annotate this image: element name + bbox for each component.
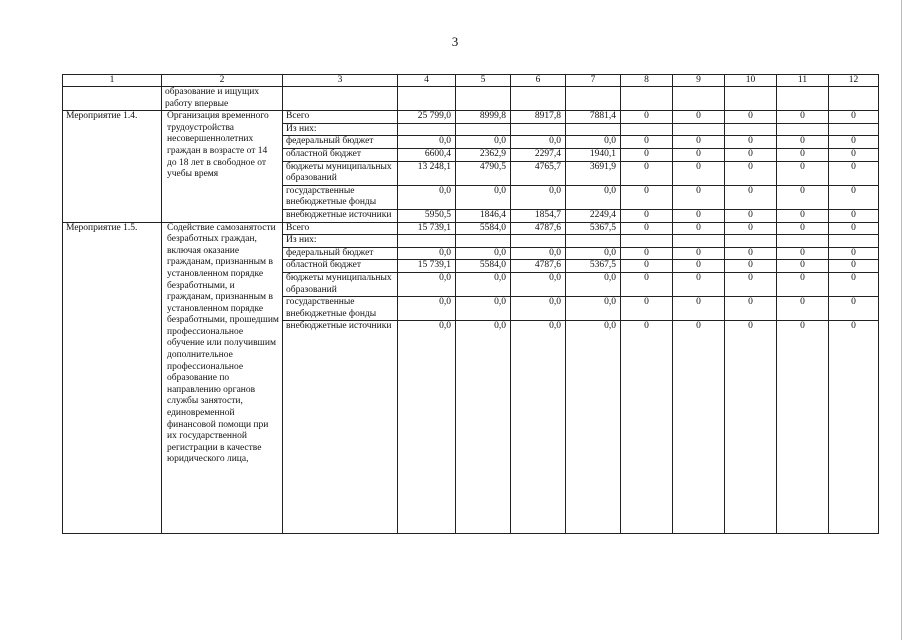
measure-code: Мероприятие 1.4. [63, 111, 162, 222]
amount-cell: 15 739,1 [398, 260, 456, 273]
amount-cell: 0,0 [456, 247, 511, 260]
amount-cell: 0 [621, 148, 673, 161]
amount-cell [511, 123, 566, 136]
funding-source: бюджеты муниципальных образований [283, 161, 398, 185]
column-number-11: 11 [777, 75, 829, 87]
amount-cell: 0 [621, 185, 673, 209]
amount-cell [777, 235, 829, 248]
amount-cell: 0,0 [566, 297, 621, 321]
amount-cell: 5367,5 [566, 222, 621, 235]
amount-cell: 0 [621, 136, 673, 149]
amount-cell: 0 [777, 222, 829, 235]
column-number-7: 7 [566, 75, 621, 87]
amount-cell: 8999,8 [456, 111, 511, 124]
budget-table [62, 74, 879, 534]
amount-cell [829, 235, 879, 248]
funding-source: областной бюджет [283, 260, 398, 273]
amount-cell: 0,0 [456, 185, 511, 209]
amount-cell: 8917,8 [511, 111, 566, 124]
amount-cell: 4787,6 [511, 222, 566, 235]
amount-cell: 0 [777, 297, 829, 321]
amount-cell: 0 [829, 297, 879, 321]
amount-cell: 0 [621, 247, 673, 260]
amount-cell: 0 [673, 185, 725, 209]
funding-source: Всего [283, 222, 398, 235]
amount-cell: 0 [673, 272, 725, 296]
amount-cell: 4790,5 [456, 161, 511, 185]
amount-cell: 0 [777, 111, 829, 124]
funding-source: Из них: [283, 123, 398, 136]
amount-cell: 0 [829, 272, 879, 296]
amount-cell: 0 [725, 222, 777, 235]
amount-cell: 0 [725, 161, 777, 185]
amount-cell: 0,0 [566, 185, 621, 209]
column-number-1: 1 [63, 75, 162, 87]
amount-cell [777, 123, 829, 136]
amount-cell: 0,0 [566, 321, 621, 534]
amount-cell: 5950,5 [398, 209, 456, 222]
column-number-8: 8 [621, 75, 673, 87]
amount-cell: 5584,0 [456, 260, 511, 273]
amount-cell [673, 235, 725, 248]
funding-source: государственные внебюджетные фонды [283, 185, 398, 209]
amount-cell: 0,0 [511, 272, 566, 296]
amount-cell: 0,0 [566, 247, 621, 260]
amount-cell: 0 [621, 161, 673, 185]
amount-cell: 0 [673, 161, 725, 185]
amount-cell: 1940,1 [566, 148, 621, 161]
column-number-row [63, 75, 879, 87]
amount-cell: 0 [621, 272, 673, 296]
column-number-4: 4 [398, 75, 456, 87]
funding-source: внебюджетные источники [283, 321, 398, 534]
amount-cell: 0 [725, 260, 777, 273]
amount-cell: 0 [673, 209, 725, 222]
amount-cell: 0 [673, 136, 725, 149]
amount-cell: 0 [829, 136, 879, 149]
amount-cell: 0,0 [566, 136, 621, 149]
amount-cell: 0 [621, 111, 673, 124]
amount-cell: 0 [725, 321, 777, 534]
amount-cell: 0,0 [398, 247, 456, 260]
amount-cell: 4787,6 [511, 260, 566, 273]
amount-cell: 5584,0 [456, 222, 511, 235]
amount-cell: 25 799,0 [398, 111, 456, 124]
amount-cell: 0 [673, 247, 725, 260]
amount-cell [398, 235, 456, 248]
amount-cell [398, 123, 456, 136]
continuation-row [63, 87, 879, 111]
amount-cell [566, 235, 621, 248]
amount-cell: 0,0 [398, 136, 456, 149]
amount-cell: 0,0 [398, 321, 456, 534]
amount-cell: 0,0 [456, 272, 511, 296]
column-number-10: 10 [725, 75, 777, 87]
amount-cell: 0,0 [511, 136, 566, 149]
amount-cell: 0 [725, 111, 777, 124]
table-row [63, 222, 879, 235]
amount-cell: 0 [777, 161, 829, 185]
amount-cell: 0,0 [566, 272, 621, 296]
amount-cell: 0 [777, 321, 829, 534]
amount-cell: 0 [673, 222, 725, 235]
amount-cell: 0 [621, 260, 673, 273]
amount-cell: 15 739,1 [398, 222, 456, 235]
amount-cell: 0 [673, 111, 725, 124]
amount-cell: 13 248,1 [398, 161, 456, 185]
amount-cell: 0 [725, 136, 777, 149]
amount-cell: 2362,9 [456, 148, 511, 161]
amount-cell: 0 [725, 209, 777, 222]
amount-cell: 0,0 [398, 185, 456, 209]
amount-cell: 0,0 [456, 297, 511, 321]
column-number-2: 2 [162, 75, 283, 87]
amount-cell: 0 [725, 297, 777, 321]
column-number-9: 9 [673, 75, 725, 87]
amount-cell: 0 [777, 148, 829, 161]
funding-source: внебюджетные источники [283, 209, 398, 222]
amount-cell: 0 [673, 297, 725, 321]
funding-source: бюджеты муниципальных образований [283, 272, 398, 296]
amount-cell: 0 [777, 247, 829, 260]
funding-source: Всего [283, 111, 398, 124]
amount-cell: 0 [829, 260, 879, 273]
amount-cell: 0 [621, 222, 673, 235]
amount-cell: 0 [829, 209, 879, 222]
amount-cell [725, 123, 777, 136]
amount-cell: 0,0 [398, 272, 456, 296]
amount-cell [456, 123, 511, 136]
amount-cell: 5367,5 [566, 260, 621, 273]
column-number-12: 12 [829, 75, 879, 87]
amount-cell: 1846,4 [456, 209, 511, 222]
column-number-6: 6 [511, 75, 566, 87]
amount-cell: 0,0 [511, 247, 566, 260]
amount-cell: 0 [725, 272, 777, 296]
page-number: 3 [451, 34, 459, 49]
amount-cell: 0 [829, 321, 879, 534]
amount-cell: 0 [673, 148, 725, 161]
amount-cell: 6600,4 [398, 148, 456, 161]
measure-description: Организация временного трудоустройства несовершеннолетних граждан в возрасте от 14 до 18 лет в свободное от учебы время [162, 111, 283, 222]
amount-cell: 0 [777, 260, 829, 273]
amount-cell [673, 123, 725, 136]
amount-cell: 0,0 [456, 321, 511, 534]
amount-cell [511, 235, 566, 248]
amount-cell: 0 [777, 209, 829, 222]
amount-cell: 4765,7 [511, 161, 566, 185]
amount-cell: 0,0 [398, 297, 456, 321]
amount-cell [725, 235, 777, 248]
funding-source: федеральный бюджет [283, 247, 398, 260]
amount-cell: 0 [829, 111, 879, 124]
amount-cell: 0 [829, 185, 879, 209]
amount-cell: 2249,4 [566, 209, 621, 222]
amount-cell: 0,0 [511, 321, 566, 534]
amount-cell: 0 [829, 148, 879, 161]
column-number-5: 5 [456, 75, 511, 87]
amount-cell: 0,0 [456, 136, 511, 149]
funding-source: областной бюджет [283, 148, 398, 161]
amount-cell: 1854,7 [511, 209, 566, 222]
funding-source: государственные внебюджетные фонды [283, 297, 398, 321]
column-number-3: 3 [283, 75, 398, 87]
amount-cell: 0 [829, 247, 879, 260]
amount-cell [566, 123, 621, 136]
table-row [63, 111, 879, 124]
amount-cell [621, 123, 673, 136]
amount-cell: 0 [725, 185, 777, 209]
funding-source: федеральный бюджет [283, 136, 398, 149]
scan-edge-line [901, 0, 902, 640]
amount-cell: 0 [829, 222, 879, 235]
amount-cell [456, 235, 511, 248]
amount-cell: 0,0 [511, 185, 566, 209]
continuation-text: образование и ищущих работу впервые [162, 87, 283, 111]
amount-cell: 0 [725, 247, 777, 260]
amount-cell: 7881,4 [566, 111, 621, 124]
amount-cell: 0 [621, 209, 673, 222]
amount-cell: 0 [777, 185, 829, 209]
amount-cell: 0 [777, 136, 829, 149]
amount-cell: 0 [673, 260, 725, 273]
measure-description: Содействие самозанятости безработных граждан, включая оказание гражданам, признанным в установленном порядке безработными, и гражданам, признанным в установленном порядке безработными, прошедшим профессиональное обучение или получившим дополнительное профессиональное образование по направлению органов службы занятости, единовременной финансовой помощи при их государственной регистрации в качестве юридического лица, [162, 222, 283, 534]
amount-cell [829, 123, 879, 136]
amount-cell: 2297,4 [511, 148, 566, 161]
amount-cell: 0,0 [511, 297, 566, 321]
funding-source: Из них: [283, 235, 398, 248]
amount-cell: 0 [725, 148, 777, 161]
amount-cell: 3691,9 [566, 161, 621, 185]
amount-cell [621, 235, 673, 248]
measure-code: Мероприятие 1.5. [63, 222, 162, 534]
amount-cell: 0 [829, 161, 879, 185]
amount-cell: 0 [621, 321, 673, 534]
amount-cell: 0 [777, 272, 829, 296]
amount-cell: 0 [621, 297, 673, 321]
amount-cell: 0 [673, 321, 725, 534]
